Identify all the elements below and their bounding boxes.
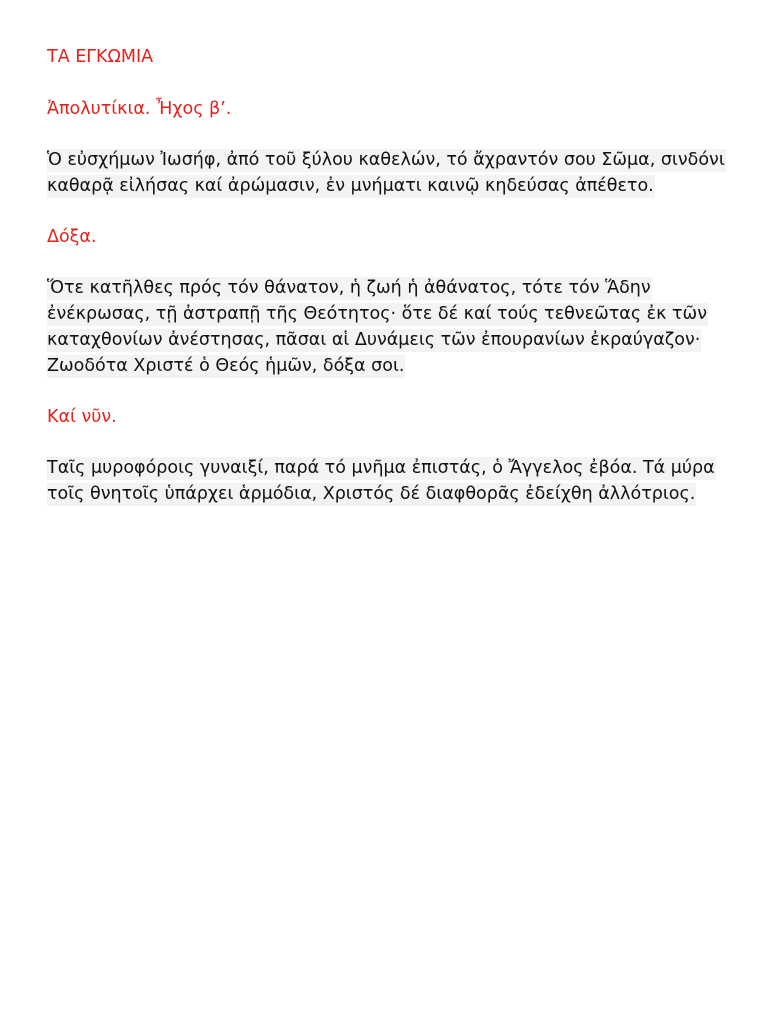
section-text-apolytikia (47, 147, 737, 199)
document-page (47, 44, 737, 532)
section-heading-apolytikia: Ἀπολυτίκια. Ἦχος β’. (47, 99, 232, 119)
section-heading-kai-nyn: Καί νῦν. (47, 407, 117, 427)
section-text-kai-nyn-content: Ταῖς μυροφόροις γυναιξί, παρά τό μνῆμα ἐπιστάς, ὁ Ἄγγελος ἐβόα. Τά μύρα τοῖς θνητοῖς ὑπάρχει ἁρμόδια, Χριστός δέ διαφθορᾶς ἐδείχθη ἀλλότριος. (47, 458, 715, 504)
section-heading-doxa: Δόξα. (47, 227, 97, 247)
document-title: ΤΑ ΕΓΚΩΜΙΑ (47, 47, 154, 67)
section-text-apolytikia-content: Ὁ εὐσχήμων Ἰωσήφ, ἀπό τοῦ ξύλου καθελών, τό ἄχραντόν σου Σῶμα, σινδόνι καθαρᾷ εἰλήσας καί ἀρώμασιν, ἐν μνήματι καινῷ κηδεύσας ἀπέθετο. (47, 150, 725, 196)
section-text-doxa-content: Ὅτε κατῆλθες πρός τόν θάνατον, ἡ ζωή ἡ ἀθάνατος, τότε τόν Ἅδην ἐνέκρωσας, τῇ ἀστραπῇ τῆς Θεότητος· ὅτε δέ καί τούς τεθνεῶτας ἐκ τῶν καταχθονίων ἀνέστησας, πᾶσαι αἱ Δυνάμεις τῶν ἐπουρανίων ἐκραύγαζον· Ζωοδότα Χριστέ ὁ Θεός ἡμῶν, δόξα σοι. (47, 278, 707, 376)
section-text-kai-nyn (47, 455, 737, 507)
section-text-doxa (47, 275, 737, 379)
